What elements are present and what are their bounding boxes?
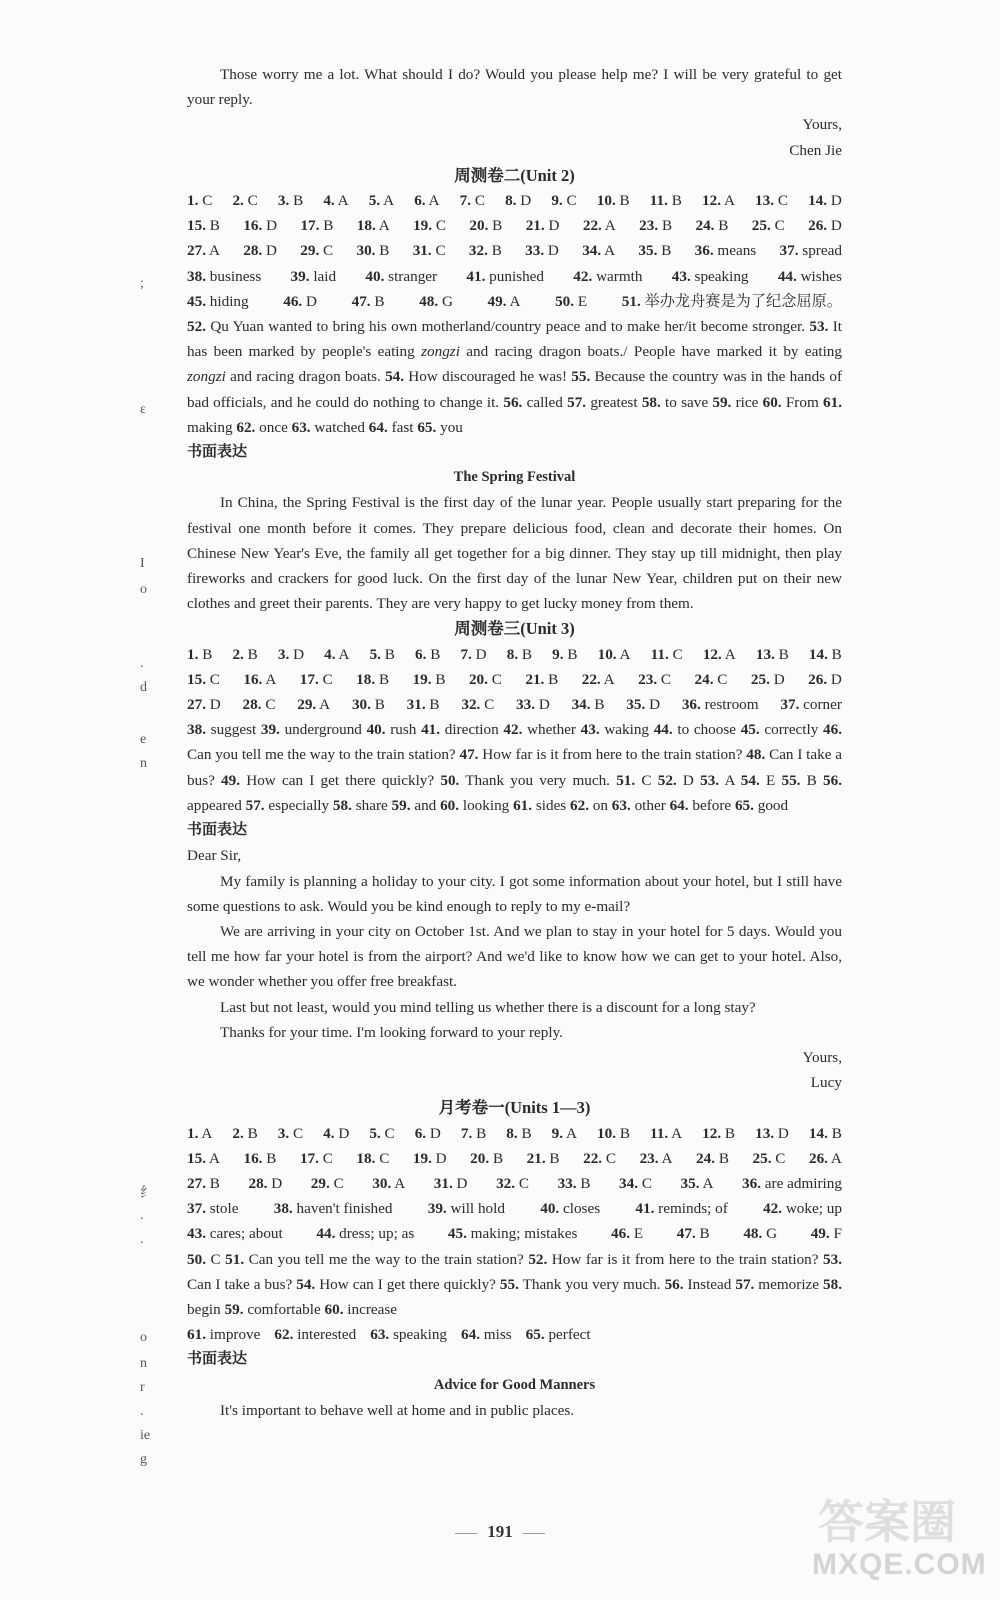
answer-item: 32. C	[461, 696, 495, 714]
answer-item: 27. A	[187, 242, 220, 260]
answer-item: 13. B	[755, 645, 789, 663]
answer-row	[187, 1221, 842, 1246]
answer-item: 44. dress; up; as	[316, 1225, 415, 1243]
answer-item: 30. A	[372, 1174, 406, 1192]
answer-item: 21. D	[525, 217, 560, 235]
answer-row	[187, 667, 842, 692]
answer-item: 47. B	[351, 292, 385, 310]
answer-item: 32. B	[468, 242, 502, 260]
letter-closing: Yours,	[802, 116, 842, 134]
answer-item: 6. D	[414, 1124, 441, 1142]
answer-row	[187, 213, 842, 238]
answer-item: 14. D	[808, 192, 842, 210]
answer-item: 3. C	[277, 1124, 304, 1142]
answer-item: 36. restroom	[681, 696, 759, 714]
answer-item: 41. reminds; of	[635, 1200, 728, 1218]
answer-item: 34. C	[619, 1174, 652, 1192]
answer-item: 36. means	[694, 242, 757, 260]
answer-item: 12. B	[702, 1124, 736, 1142]
answer-item: 19. C	[413, 217, 446, 235]
answer-item: 44. wishes	[777, 267, 842, 285]
writing-heading: 书面表达	[187, 822, 248, 839]
answer-item: 21. B	[526, 1149, 560, 1167]
answer-item: 24. B	[695, 217, 729, 235]
watermark-logo	[812, 1478, 987, 1588]
answer-item: 17. B	[300, 217, 334, 235]
answer-item: 5. B	[369, 645, 395, 663]
answer-item: 45. hiding	[187, 292, 249, 310]
answer-item: 4. A	[323, 192, 349, 210]
answer-item: 28. D	[243, 242, 277, 260]
answer-item: 22. C	[583, 1149, 617, 1167]
answer-item: 3. D	[277, 645, 305, 663]
answer-item: 37. corner	[780, 696, 842, 714]
answer-item: 43. speaking	[671, 267, 749, 285]
answer-item: 27. B	[187, 1174, 220, 1192]
left-margin-bleed: ; ε I o . d e n 纟 . . o n r . ie g	[140, 276, 154, 1467]
section-title-monthly1: 月考卷一(Units 1—3)	[438, 1098, 591, 1118]
answer-item: 10. B	[597, 1124, 630, 1142]
answer-item: 26. A	[808, 1149, 842, 1167]
answer-item: 63. speaking	[370, 1326, 448, 1344]
answer-item: 7. D	[460, 645, 487, 663]
answer-item: 14. B	[808, 1124, 842, 1142]
answer-item: 49. F	[810, 1225, 842, 1243]
answer-item: 19. B	[412, 670, 446, 688]
letter-closing: Yours,	[802, 1048, 842, 1066]
answer-item: 30. B	[351, 696, 385, 714]
answer-item: 15. C	[187, 670, 220, 688]
answer-item: 37. spread	[779, 242, 842, 260]
answer-item: 25. C	[752, 1149, 786, 1167]
answer-item: 46. D	[283, 292, 317, 310]
answer-item: 34. A	[582, 242, 616, 260]
watermark-text: MXQE.COM	[812, 1548, 987, 1581]
answer-item: 42. warmth	[573, 267, 643, 285]
answer-item: 20. B	[469, 217, 503, 235]
answer-item: 8. D	[505, 192, 532, 210]
answer-item: 26. D	[808, 217, 842, 235]
answer-item: 10. B	[596, 192, 630, 210]
answer-item: 12. A	[702, 645, 736, 663]
answer-item: 16. B	[243, 1149, 277, 1167]
answer-item: 10. A	[597, 645, 631, 663]
answer-item: 30. B	[356, 242, 390, 260]
answer-item: 8. B	[506, 1124, 532, 1142]
answer-item: 33. D	[516, 696, 550, 714]
answer-item: 27. D	[187, 696, 221, 714]
answer-item: 8. B	[506, 645, 533, 663]
answer-item: 28. C	[242, 696, 276, 714]
answer-item: 6. B	[415, 645, 441, 663]
answer-item: 11. A	[650, 1124, 683, 1142]
answer-row	[187, 289, 842, 314]
answer-item: 64. miss	[461, 1326, 512, 1344]
page-number: 191	[487, 1522, 513, 1541]
essay-body: It's important to behave well at home and in public places.	[220, 1401, 575, 1419]
answer-item: 13. C	[755, 192, 788, 210]
answer-item: 19. D	[412, 1149, 447, 1167]
answer-key-page	[187, 62, 842, 1423]
answer-item: 3. B	[277, 192, 304, 210]
answer-item: 48. G	[419, 292, 453, 310]
answer-item: 2. B	[232, 645, 258, 663]
answer-item: 33. D	[525, 242, 559, 260]
answer-item: 20. C	[468, 670, 502, 688]
answer-row	[187, 642, 842, 667]
answer-item: 17. C	[299, 670, 333, 688]
answer-item: 14. B	[808, 645, 842, 663]
answer-item: 15. B	[187, 217, 220, 235]
answer-item: 16. D	[243, 217, 278, 235]
letter-body: Those worry me a lot. What should I do? Would you please help me? I will be very grateful to get your reply.	[187, 66, 842, 109]
answer-item: 31. B	[406, 696, 440, 714]
answer-row	[187, 1322, 842, 1347]
answer-item: 65. perfect	[525, 1326, 591, 1344]
answer-item: 9. C	[551, 192, 577, 210]
answer-row	[187, 1171, 842, 1196]
answer-item: 29. A	[297, 696, 331, 714]
letter-paragraph: We are arriving in your city on October 1st. And we plan to stay in your hotel for 5 days. Would you tell me how far your hotel is from the airport? And we'd like to know how we can get to your hotel. Also, we wonder whether you offer free breakfast.	[187, 922, 842, 991]
answer-item: 28. D	[248, 1174, 283, 1192]
answer-item: 18. A	[356, 217, 390, 235]
answer-item: 25. C	[751, 217, 785, 235]
answer-item: 5. A	[368, 192, 395, 210]
answer-item: 22. A	[582, 217, 616, 235]
letter-paragraph: Last but not least, would you mind telling us whether there is a discount for a long stay?	[220, 998, 756, 1016]
essay-title: The Spring Festival	[453, 469, 576, 486]
answer-item: 9. A	[551, 1124, 577, 1142]
answer-item: 11. C	[650, 645, 683, 663]
answer-item: 29. C	[310, 1174, 344, 1192]
answer-item: 4. D	[323, 1124, 350, 1142]
answer-item: 7. C	[459, 192, 485, 210]
answer-item: 11. B	[649, 192, 682, 210]
answer-row	[187, 1121, 842, 1146]
answer-row	[187, 188, 842, 213]
answer-item: 2. C	[232, 192, 258, 210]
answer-item: 35. A	[680, 1174, 714, 1192]
answer-item: 5. C	[369, 1124, 395, 1142]
answer-paragraph: 50. C 51. Can you tell me the way to the train station? 52. How far is it from here to the train station? 53. Can I take a bus? 54. How can I get there quickly? 55. Thank you very much. 56. Instead 57. memorize 58. begin 59. comfortable 60. increase	[187, 1250, 842, 1318]
section-title-test2: 周测卷二(Unit 2)	[454, 165, 575, 185]
answer-item: 26. D	[808, 670, 842, 688]
answer-item: 37. stole	[187, 1200, 239, 1218]
answer-item: 1. B	[187, 645, 213, 663]
answer-item: 16. A	[243, 670, 277, 688]
answer-item: 61. improve	[187, 1326, 261, 1344]
answer-item: 38. business	[187, 267, 262, 285]
answer-row	[187, 1196, 842, 1221]
answer-item: 17. C	[299, 1149, 333, 1167]
answer-item: 36. are admiring	[742, 1174, 842, 1192]
answer-item: 15. A	[187, 1149, 220, 1167]
section-title-test3: 周测卷三(Unit 3)	[454, 619, 575, 639]
answer-item: 45. making; mistakes	[447, 1225, 578, 1243]
answer-item: 38. haven't finished	[273, 1200, 393, 1218]
essay-title: Advice for Good Manners	[433, 1376, 596, 1393]
writing-heading: 书面表达	[187, 444, 248, 461]
answer-item: 40. closes	[540, 1200, 601, 1218]
answer-item: 35. B	[638, 242, 672, 260]
answer-item: 1. C	[187, 192, 213, 210]
answer-item: 35. D	[626, 696, 661, 714]
answer-item: 23. C	[638, 670, 672, 688]
answer-item: 48. G	[743, 1225, 778, 1243]
answer-item: 6. A	[414, 192, 440, 210]
answer-item: 24. C	[694, 670, 728, 688]
answer-item: 62. interested	[274, 1326, 357, 1344]
answer-paragraph: 52. Qu Yuan wanted to bring his own motherland/country peace and to make her/it become stronger. 53. It has been marked by people's eating zongzi and racing dragon boats./ People have marked it by eating zongzi and racing dragon boats. 54. How discouraged he was! 55. Because the country was in the hands of bad officials, and he could do nothing to change it. 56. called 57. greatest 58. to save 59. rice 60. From 61. making 62. once 63. watched 64. fast 65. you	[187, 318, 843, 436]
answer-item: 24. B	[696, 1149, 729, 1167]
letter-signature: Lucy	[810, 1074, 842, 1092]
watermark-cn: 答案圈	[818, 1495, 956, 1549]
answer-item: 21. B	[525, 670, 559, 688]
answer-item: 50. E	[555, 292, 588, 310]
answer-item: 33. B	[557, 1174, 591, 1192]
answer-item: 25. D	[750, 670, 785, 688]
answer-item: 42. woke; up	[763, 1200, 842, 1218]
answer-item: 23. A	[639, 1149, 673, 1167]
answer-item: 18. B	[356, 670, 390, 688]
answer-paragraph: 38. suggest 39. underground 40. rush 41. direction 42. whether 43. waking 44. to choose 45. correctly 46. Can you tell me the way to the train station? 47. How far is it from here to the train station? 48. Can I take a bus? 49. How can I get there quickly? 50. Thank you very much. 51. C 52. D 53. A 54. E 55. B 56. appeared 57. especially 58. share 59. and 60. looking 61. sides 62. on 63. other 64. before 65. good	[187, 721, 843, 814]
answer-item: 1. A	[187, 1124, 213, 1142]
answer-item: 22. A	[581, 670, 615, 688]
answer-item: 4. A	[324, 645, 350, 663]
answer-row	[187, 238, 842, 263]
answer-item: 31. D	[433, 1174, 468, 1192]
letter-paragraph: My family is planning a holiday to your city. I got some information about your hotel, but I still have some questions to ask. Would you be kind enough to reply to my e-mail?	[187, 872, 842, 915]
answer-item: 20. B	[470, 1149, 504, 1167]
answer-item: 39. will hold	[427, 1200, 505, 1218]
answer-row	[187, 264, 842, 289]
letter-greeting: Dear Sir,	[187, 847, 242, 865]
answer-item: 39. laid	[290, 267, 337, 285]
letter-signature: Chen Jie	[789, 141, 842, 159]
answer-item: 9. B	[552, 645, 578, 663]
answer-item: 2. B	[232, 1124, 258, 1142]
answer-item: 32. C	[496, 1174, 529, 1192]
answer-item: 43. cares; about	[187, 1225, 283, 1243]
answer-item: 47. B	[676, 1225, 710, 1243]
answer-item: 18. C	[356, 1149, 390, 1167]
answer-item: 7. B	[460, 1124, 487, 1142]
letter-paragraph: Thanks for your time. I'm looking forward to your reply.	[220, 1023, 563, 1041]
answer-item: 46. E	[611, 1225, 644, 1243]
answer-item: 12. A	[702, 192, 735, 210]
answer-item: 41. punished	[466, 267, 544, 285]
writing-heading: 书面表达	[187, 1351, 248, 1368]
answer-row	[187, 692, 842, 717]
answer-item: 31. C	[412, 242, 446, 260]
answer-item: 34. B	[571, 696, 605, 714]
answer-item: 23. B	[639, 217, 673, 235]
answer-item: 13. D	[755, 1124, 789, 1142]
answer-item: 49. A	[487, 292, 521, 310]
answer-item: 51. 举办龙舟赛是为了纪念屈原。	[621, 292, 842, 310]
answer-item: 29. C	[300, 242, 334, 260]
answer-row	[187, 1146, 842, 1171]
essay-body: In China, the Spring Festival is the first day of the lunar year. People usually start preparing for the festival one month before it comes. They prepare delicious food, clean and decorate their homes. On Chinese New Year's Eve, the family all get together for a big dinner. They stay up till midnight, then play fireworks and crackers for good luck. On the first day of the lunar New Year, children put on their new clothes and greet their parents. They are very happy to get lucky money from them.	[187, 494, 842, 613]
answer-item: 40. stranger	[365, 267, 438, 285]
